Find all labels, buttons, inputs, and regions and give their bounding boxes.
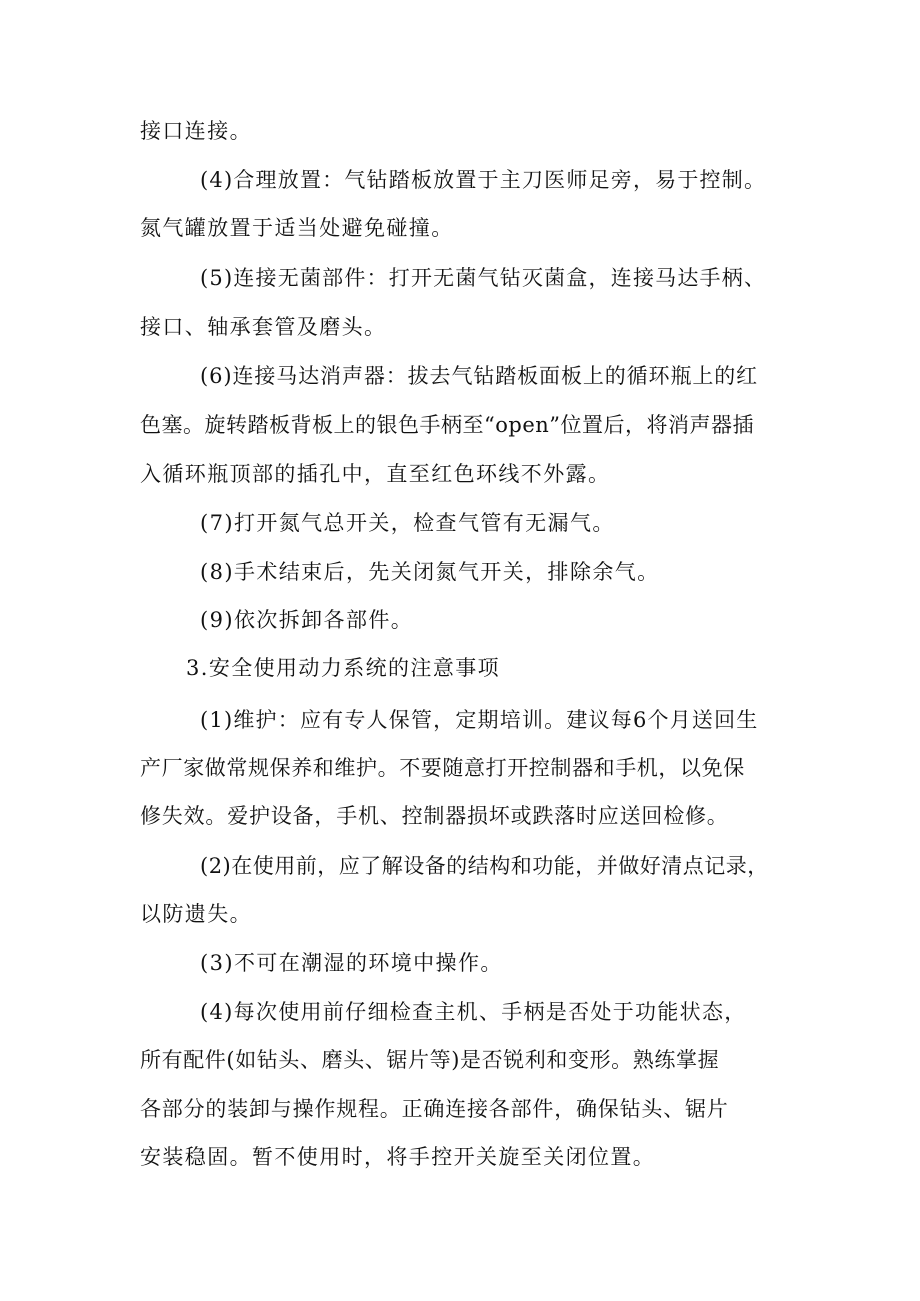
text-line: 修失效。爱护设备，手机、控制器损坏或跌落时应送回检修。 (140, 804, 729, 828)
text-line: (8)手术结束后，先关闭氮气开关，排除余气。 (200, 560, 660, 584)
text-line: 所有配件(如钻头、磨头、锯片等)是否锐利和变形。熟练掌握 (140, 1048, 720, 1072)
text-line: (3)不可在潮湿的环境中操作。 (200, 951, 503, 975)
section-heading: 3.安全使用动力系统的注意事项 (186, 656, 501, 680)
text-line: (9)依次拆卸各部件。 (200, 608, 414, 632)
text-line: (1)维护：应有专人保管，定期培训。建议每6个月送回生 (200, 708, 759, 732)
text-line: (2)在使用前，应了解设备的结构和功能，并做好清点记录， (200, 854, 769, 878)
text-line: 接口、轴承套管及磨头。 (140, 315, 387, 339)
text-line: 入循环瓶顶部的插孔中，直至红色环线不外露。 (140, 462, 611, 486)
text-line: 各部分的装卸与操作规程。正确连接各部件，确保钻头、锯片 (140, 1097, 729, 1121)
text-line: (6)连接马达消声器：拔去气钻踏板面板上的循环瓶上的红 (200, 364, 759, 388)
text-line: 色塞。旋转踏板背板上的银色手柄至“open”位置后，将消声器插 (140, 413, 755, 437)
text-line: 氮气罐放置于适当处避免碰撞。 (140, 216, 454, 240)
text-line: (4)合理放置：气钻踏板放置于主刀医师足旁，易于控制。 (200, 168, 767, 192)
text-line: 以防遗失。 (140, 902, 252, 926)
text-line: 产厂家做常规保养和维护。不要随意打开控制器和手机，以免保 (140, 756, 745, 780)
text-line: (7)打开氮气总开关，检查气管有无漏气。 (200, 511, 615, 535)
text-line: (5)连接无菌部件：打开无菌气钻灭菌盒，连接马达手柄、 (200, 266, 767, 290)
text-line: 接口连接。 (140, 119, 252, 143)
text-line: (4)每次使用前仔细检查主机、手柄是否处于功能状态， (200, 1000, 747, 1024)
text-line: 安装稳固。暂不使用时，将手控开关旋至关闭位置。 (140, 1145, 656, 1169)
